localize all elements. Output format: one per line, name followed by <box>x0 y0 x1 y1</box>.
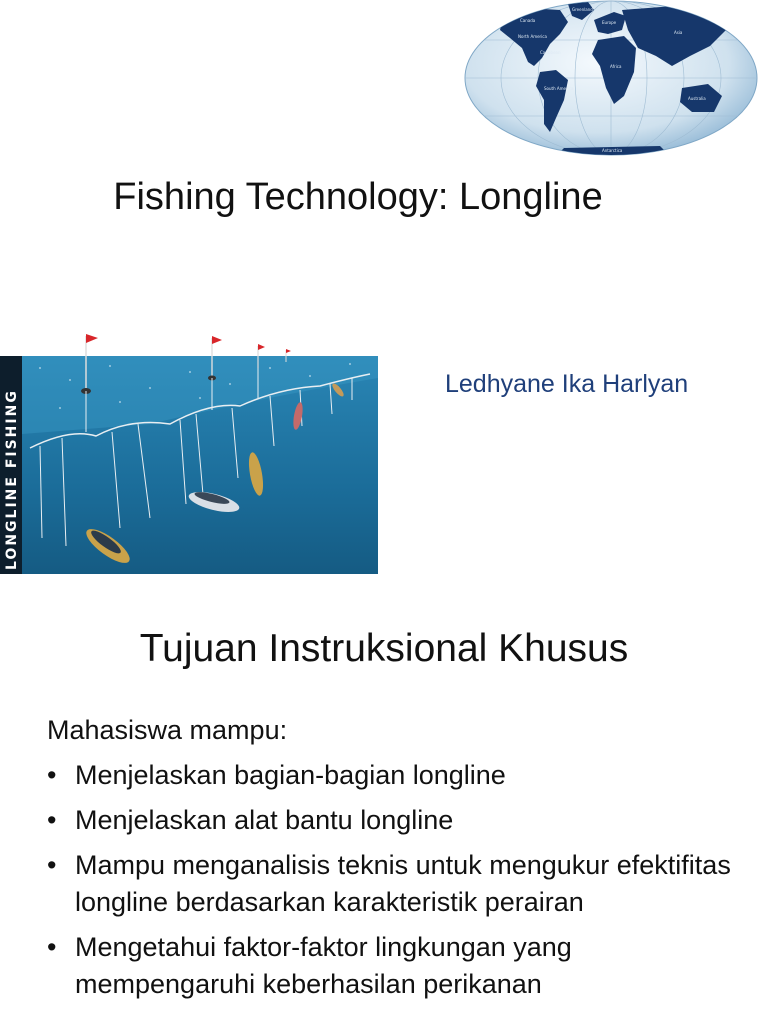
list-item: • Menjelaskan alat bantu longline <box>47 802 757 839</box>
map-label: Africa <box>610 64 622 69</box>
bullet-dot: • <box>47 850 57 880</box>
bullet-dot: • <box>47 932 57 962</box>
slide-title: Tujuan Instruksional Khusus <box>139 627 629 670</box>
map-label: Canada <box>520 18 536 23</box>
longline-fishing-illustration <box>0 328 378 574</box>
slide-title: Fishing Technology: Longline <box>113 176 603 218</box>
map-label: North America <box>518 34 547 39</box>
author-name: Ledhyane Ika Harlyan <box>445 370 689 398</box>
list-item: • Mengetahui faktor-faktor lingkungan yang mempengaruhi keberhasilan perikanan <box>47 929 757 1003</box>
world-map-illustration <box>464 0 758 156</box>
map-label: Greenland <box>572 7 593 12</box>
intro-text: Mahasiswa mampu: <box>47 715 288 745</box>
map-label: South America <box>544 86 574 91</box>
image-side-text: LONGLINE FISHING <box>4 389 20 570</box>
bullet-dot: • <box>47 805 57 835</box>
objectives-slide <box>0 600 768 1024</box>
map-label: Europe <box>602 20 617 25</box>
list-item: • Mampu menganalisis teknis untuk mengukur efektifitas longline berdasarkan karakteristik perairan <box>47 847 757 921</box>
map-label: Asia <box>674 30 683 35</box>
map-label: Australia <box>688 96 706 101</box>
objective-list <box>47 757 757 1003</box>
slide-body <box>47 712 757 1011</box>
map-label: Antarctica <box>602 148 623 153</box>
list-item: • Menjelaskan bagian-bagian longline <box>47 757 757 794</box>
map-label: Caribbean <box>540 50 561 55</box>
bullet-dot: • <box>47 760 57 790</box>
